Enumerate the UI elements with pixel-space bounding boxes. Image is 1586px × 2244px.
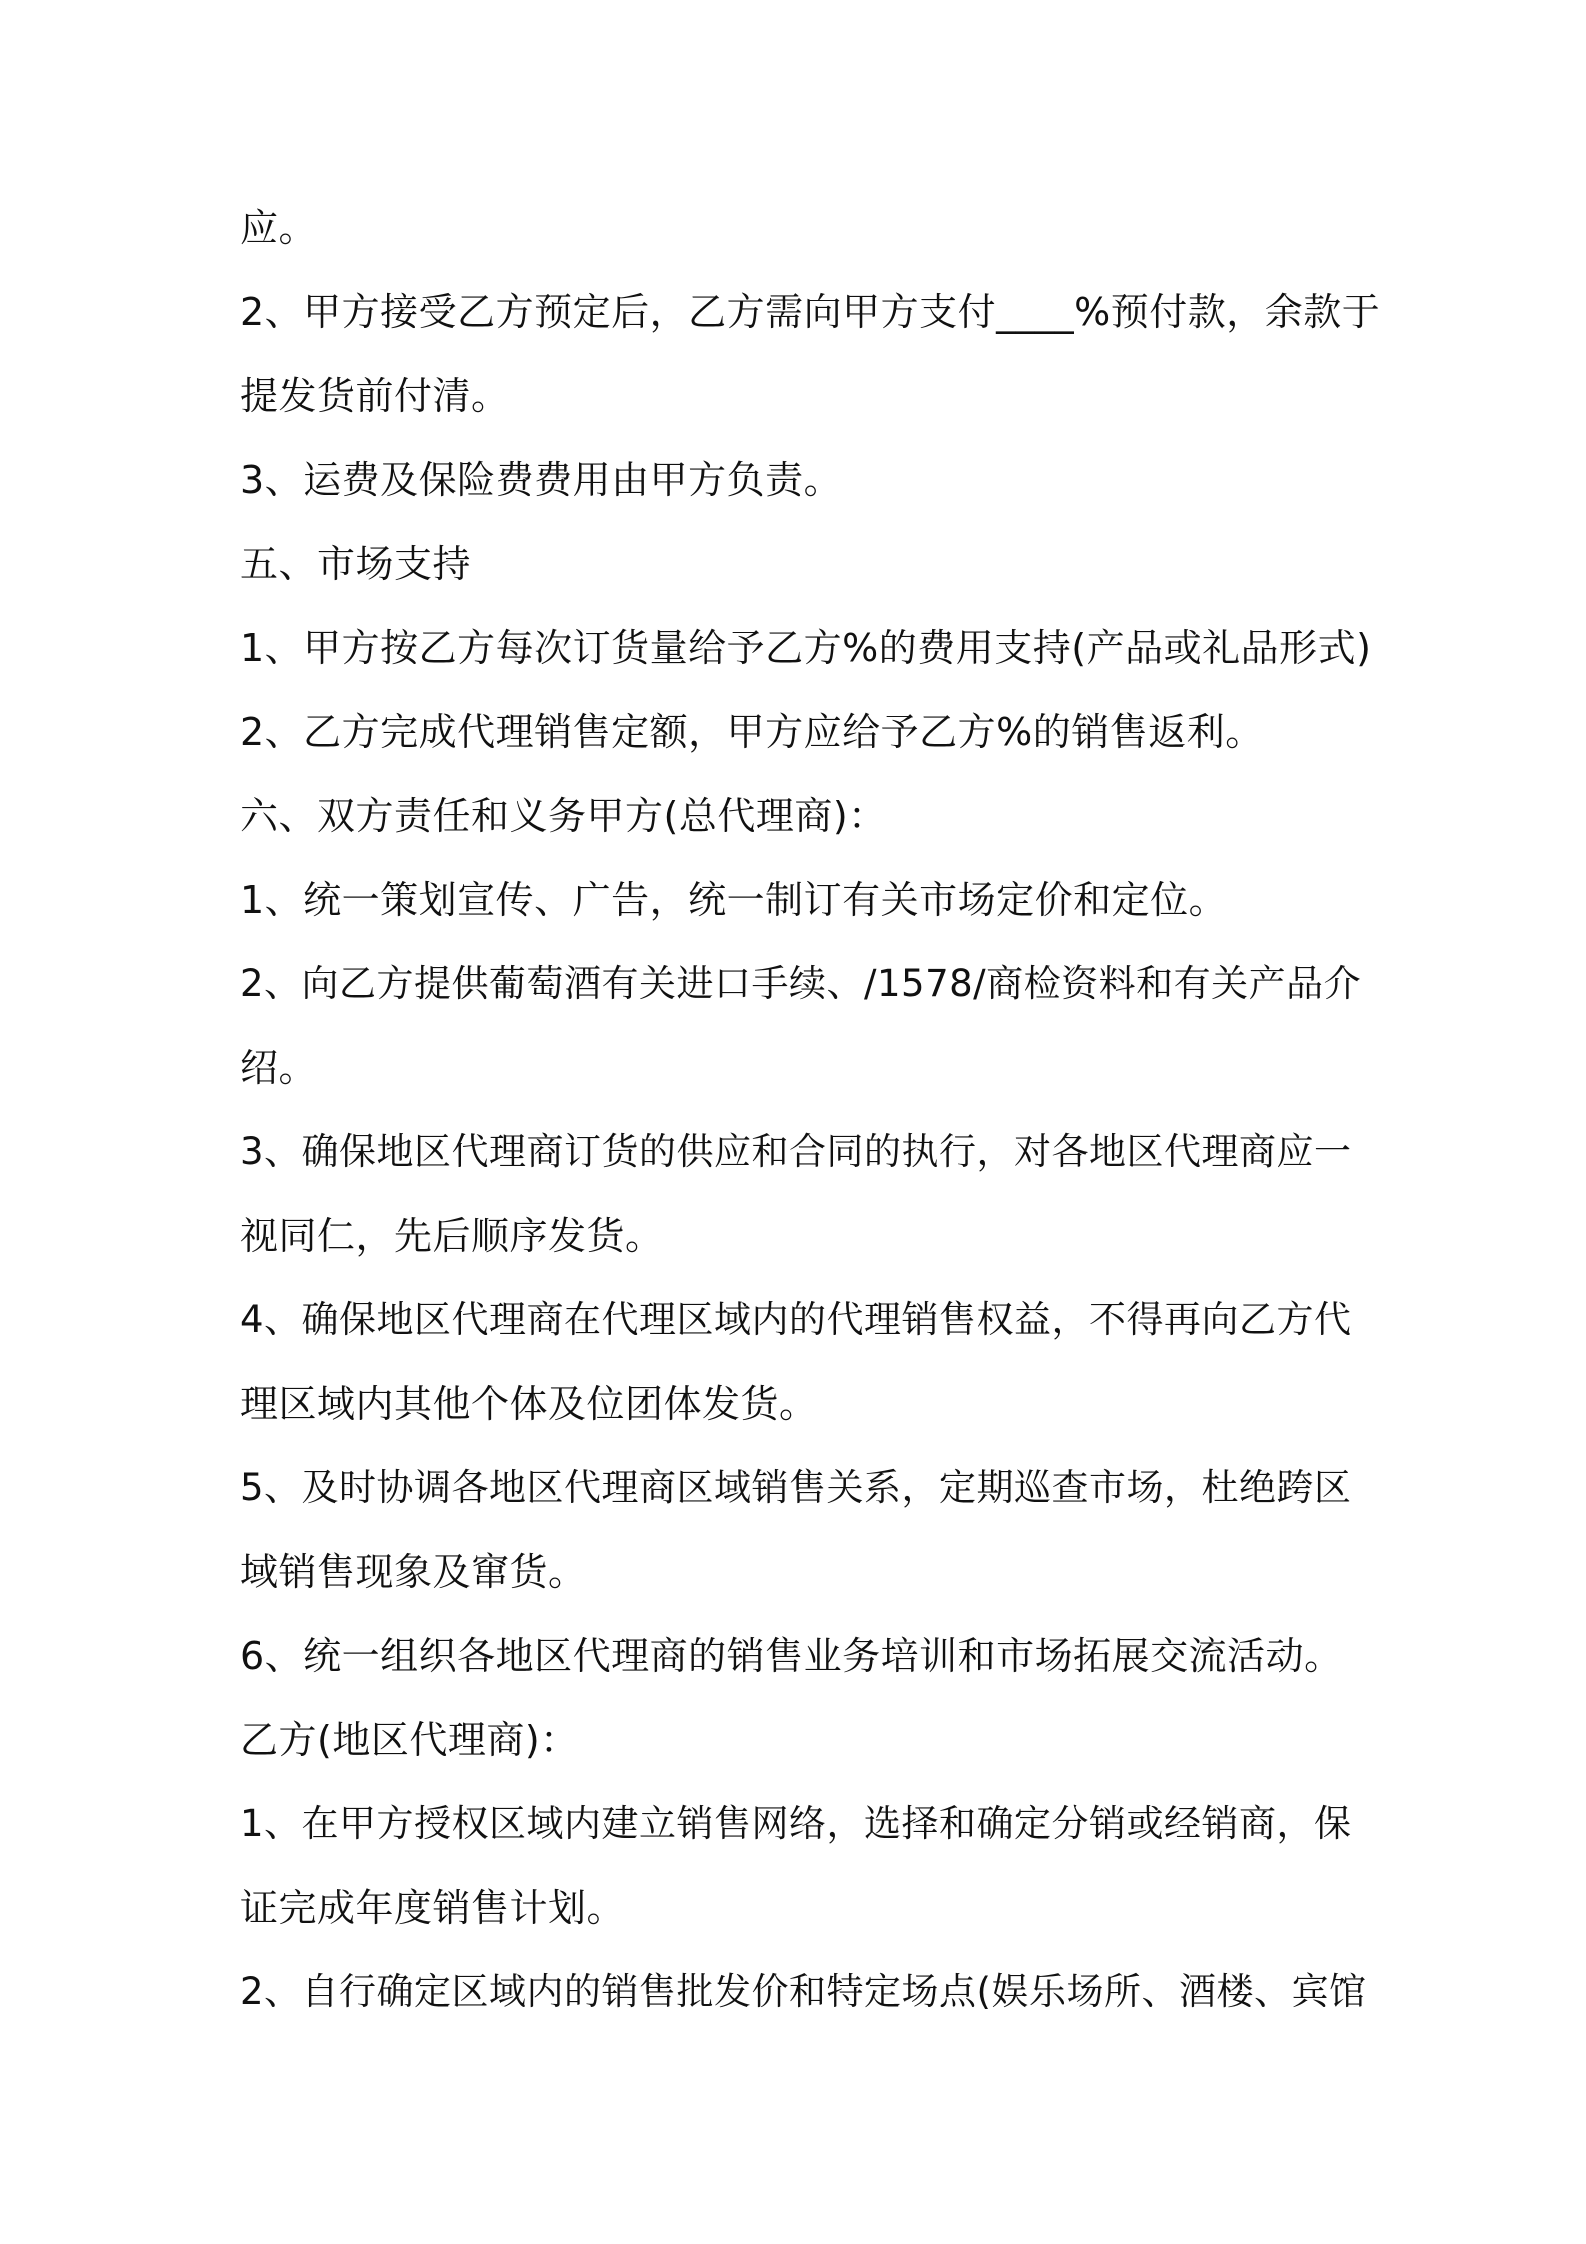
text-line: 域销售现象及窜货。 <box>240 1550 587 1594</box>
text-line: 1、统一策划宣传、广告，统一制订有关市场定价和定位。 <box>240 878 1228 922</box>
text-line: 视同仁，先后顺序发货。 <box>240 1214 664 1258</box>
text-line: 1、甲方按乙方每次订货量给予乙方%的费用支持(产品或礼品形式) <box>240 626 1372 670</box>
text-line: 2、甲方接受乙方预定后，乙方需向甲方支付____%预付款，余款于 <box>240 290 1381 334</box>
text-line: 4、确保地区代理商在代理区域内的代理销售权益，不得再向乙方代 <box>240 1298 1352 1341</box>
text-line: 证完成年度销售计划。 <box>240 1886 626 1930</box>
section-heading: 五、市场支持 <box>240 542 472 586</box>
text-line: 2、自行确定区域内的销售批发价和特定场点(娱乐场所、酒楼、宾馆 <box>240 1970 1367 2013</box>
text-line: 2、乙方完成代理销售定额，甲方应给予乙方%的销售返利。 <box>240 710 1264 754</box>
text-line: 2、向乙方提供葡萄酒有关进口手续、/1578/商检资料和有关产品介 <box>240 962 1362 1005</box>
text-line: 3、确保地区代理商订货的供应和合同的执行，对各地区代理商应一 <box>240 1130 1352 1173</box>
text-line: 6、统一组织各地区代理商的销售业务培训和市场拓展交流活动。 <box>240 1634 1343 1678</box>
text-line: 5、及时协调各地区代理商区域销售关系，定期巡查市场，杜绝跨区 <box>240 1466 1352 1509</box>
section-heading: 六、双方责任和义务甲方(总代理商)： <box>240 794 887 838</box>
text-line: 提发货前付清。 <box>240 374 510 418</box>
text-line: 应。 <box>240 206 318 250</box>
text-line: 理区域内其他个体及位团体发货。 <box>240 1382 818 1426</box>
text-line: 绍。 <box>240 1046 318 1090</box>
text-line: 3、运费及保险费费用由甲方负责。 <box>240 458 843 502</box>
section-heading: 乙方(地区代理商)： <box>240 1718 579 1762</box>
text-line: 1、在甲方授权区域内建立销售网络，选择和确定分销或经销商，保 <box>240 1802 1352 1845</box>
